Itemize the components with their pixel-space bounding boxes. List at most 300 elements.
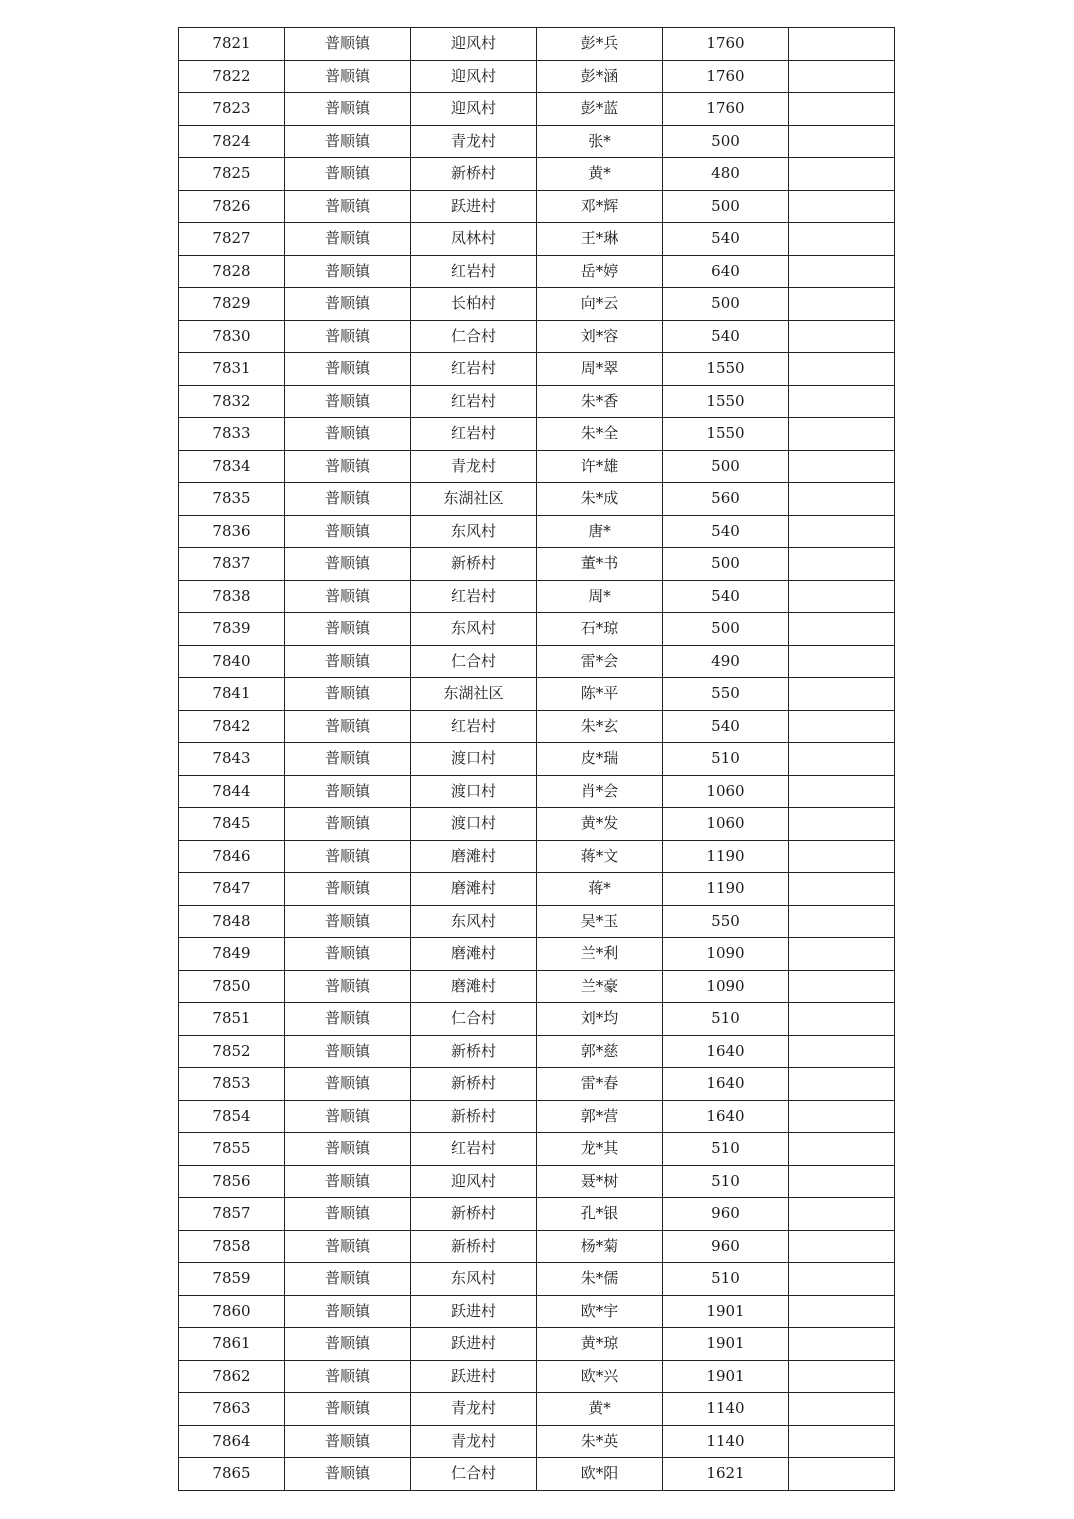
name-cell: 聂*树: [537, 1165, 663, 1198]
amount-cell: 500: [663, 125, 789, 158]
table-row: [179, 190, 895, 223]
village-cell: 跃进村: [411, 190, 537, 223]
remark-cell: [789, 1458, 895, 1491]
amount-cell: 1621: [663, 1458, 789, 1491]
amount-cell: 1550: [663, 385, 789, 418]
serial-number-cell: 7842: [179, 710, 285, 743]
village-cell: 仁合村: [411, 1003, 537, 1036]
amount-cell: 1090: [663, 938, 789, 971]
amount-cell: 1640: [663, 1068, 789, 1101]
town-cell: 普顺镇: [285, 580, 411, 613]
serial-number-cell: 7863: [179, 1393, 285, 1426]
town-cell: 普顺镇: [285, 418, 411, 451]
remark-cell: [789, 320, 895, 353]
amount-cell: 540: [663, 710, 789, 743]
village-cell: 新桥村: [411, 1100, 537, 1133]
town-cell: 普顺镇: [285, 190, 411, 223]
village-cell: 新桥村: [411, 1068, 537, 1101]
village-cell: 青龙村: [411, 1393, 537, 1426]
remark-cell: [789, 1068, 895, 1101]
name-cell: 陈*平: [537, 678, 663, 711]
serial-number-cell: 7833: [179, 418, 285, 451]
name-cell: 肖*会: [537, 775, 663, 808]
town-cell: 普顺镇: [285, 223, 411, 256]
town-cell: 普顺镇: [285, 645, 411, 678]
town-cell: 普顺镇: [285, 1425, 411, 1458]
name-cell: 周*: [537, 580, 663, 613]
name-cell: 向*云: [537, 288, 663, 321]
table-row: [179, 1263, 895, 1296]
amount-cell: 1550: [663, 418, 789, 451]
name-cell: 黄*: [537, 1393, 663, 1426]
remark-cell: [789, 1295, 895, 1328]
table-row: [179, 1425, 895, 1458]
name-cell: 王*琳: [537, 223, 663, 256]
town-cell: 普顺镇: [285, 743, 411, 776]
serial-number-cell: 7861: [179, 1328, 285, 1361]
village-cell: 迎风村: [411, 1165, 537, 1198]
name-cell: 吴*玉: [537, 905, 663, 938]
remark-cell: [789, 1425, 895, 1458]
serial-number-cell: 7824: [179, 125, 285, 158]
amount-cell: 510: [663, 1133, 789, 1166]
name-cell: 岳*婷: [537, 255, 663, 288]
village-cell: 东风村: [411, 613, 537, 646]
remark-cell: [789, 1133, 895, 1166]
serial-number-cell: 7827: [179, 223, 285, 256]
town-cell: 普顺镇: [285, 1360, 411, 1393]
amount-cell: 500: [663, 190, 789, 223]
amount-cell: 540: [663, 320, 789, 353]
serial-number-cell: 7848: [179, 905, 285, 938]
remark-cell: [789, 1360, 895, 1393]
serial-number-cell: 7865: [179, 1458, 285, 1491]
table-row: [179, 1165, 895, 1198]
town-cell: 普顺镇: [285, 1328, 411, 1361]
amount-cell: 960: [663, 1198, 789, 1231]
village-cell: 红岩村: [411, 418, 537, 451]
remark-cell: [789, 125, 895, 158]
table-row: [179, 353, 895, 386]
remark-cell: [789, 385, 895, 418]
amount-cell: 1640: [663, 1035, 789, 1068]
serial-number-cell: 7859: [179, 1263, 285, 1296]
serial-number-cell: 7852: [179, 1035, 285, 1068]
remark-cell: [789, 223, 895, 256]
amount-cell: 1140: [663, 1393, 789, 1426]
remark-cell: [789, 353, 895, 386]
serial-number-cell: 7834: [179, 450, 285, 483]
amount-cell: 1760: [663, 28, 789, 61]
table-row: [179, 450, 895, 483]
name-cell: 张*: [537, 125, 663, 158]
town-cell: 普顺镇: [285, 970, 411, 1003]
town-cell: 普顺镇: [285, 678, 411, 711]
town-cell: 普顺镇: [285, 515, 411, 548]
serial-number-cell: 7821: [179, 28, 285, 61]
name-cell: 彭*蓝: [537, 93, 663, 126]
amount-cell: 540: [663, 223, 789, 256]
village-cell: 新桥村: [411, 1198, 537, 1231]
remark-cell: [789, 1165, 895, 1198]
remark-cell: [789, 158, 895, 191]
name-cell: 朱*英: [537, 1425, 663, 1458]
name-cell: 黄*发: [537, 808, 663, 841]
name-cell: 欧*宇: [537, 1295, 663, 1328]
serial-number-cell: 7828: [179, 255, 285, 288]
town-cell: 普顺镇: [285, 905, 411, 938]
name-cell: 兰*豪: [537, 970, 663, 1003]
serial-number-cell: 7864: [179, 1425, 285, 1458]
amount-cell: 1901: [663, 1360, 789, 1393]
serial-number-cell: 7851: [179, 1003, 285, 1036]
village-cell: 东风村: [411, 905, 537, 938]
table-row: [179, 1360, 895, 1393]
remark-cell: [789, 873, 895, 906]
remark-cell: [789, 548, 895, 581]
amount-cell: 500: [663, 548, 789, 581]
village-cell: 红岩村: [411, 353, 537, 386]
remark-cell: [789, 1100, 895, 1133]
table-row: [179, 515, 895, 548]
table-row: [179, 1198, 895, 1231]
serial-number-cell: 7837: [179, 548, 285, 581]
serial-number-cell: 7843: [179, 743, 285, 776]
amount-cell: 510: [663, 1165, 789, 1198]
serial-number-cell: 7862: [179, 1360, 285, 1393]
remark-cell: [789, 1035, 895, 1068]
serial-number-cell: 7853: [179, 1068, 285, 1101]
name-cell: 刘*容: [537, 320, 663, 353]
village-cell: 磨滩村: [411, 970, 537, 1003]
town-cell: 普顺镇: [285, 158, 411, 191]
table-row: [179, 1100, 895, 1133]
name-cell: 许*雄: [537, 450, 663, 483]
serial-number-cell: 7826: [179, 190, 285, 223]
table-row: [179, 125, 895, 158]
remark-cell: [789, 1003, 895, 1036]
name-cell: 董*书: [537, 548, 663, 581]
records-table-body: [179, 28, 895, 1491]
village-cell: 青龙村: [411, 1425, 537, 1458]
amount-cell: 500: [663, 450, 789, 483]
name-cell: 朱*儒: [537, 1263, 663, 1296]
name-cell: 蒋*: [537, 873, 663, 906]
table-row: [179, 60, 895, 93]
serial-number-cell: 7855: [179, 1133, 285, 1166]
village-cell: 东湖社区: [411, 483, 537, 516]
town-cell: 普顺镇: [285, 1393, 411, 1426]
table-row: [179, 418, 895, 451]
village-cell: 新桥村: [411, 1035, 537, 1068]
town-cell: 普顺镇: [285, 288, 411, 321]
amount-cell: 1901: [663, 1328, 789, 1361]
town-cell: 普顺镇: [285, 1458, 411, 1491]
amount-cell: 1090: [663, 970, 789, 1003]
table-row: [179, 645, 895, 678]
amount-cell: 1060: [663, 808, 789, 841]
name-cell: 郭*营: [537, 1100, 663, 1133]
town-cell: 普顺镇: [285, 1003, 411, 1036]
town-cell: 普顺镇: [285, 93, 411, 126]
serial-number-cell: 7845: [179, 808, 285, 841]
town-cell: 普顺镇: [285, 255, 411, 288]
remark-cell: [789, 93, 895, 126]
remark-cell: [789, 938, 895, 971]
amount-cell: 1140: [663, 1425, 789, 1458]
remark-cell: [789, 190, 895, 223]
village-cell: 新桥村: [411, 548, 537, 581]
serial-number-cell: 7844: [179, 775, 285, 808]
table-row: [179, 678, 895, 711]
table-row: [179, 1133, 895, 1166]
village-cell: 仁合村: [411, 1458, 537, 1491]
name-cell: 黄*琼: [537, 1328, 663, 1361]
amount-cell: 1550: [663, 353, 789, 386]
table-row: [179, 1068, 895, 1101]
table-row: [179, 483, 895, 516]
table-row: [179, 1458, 895, 1491]
town-cell: 普顺镇: [285, 840, 411, 873]
name-cell: 彭*兵: [537, 28, 663, 61]
serial-number-cell: 7831: [179, 353, 285, 386]
serial-number-cell: 7856: [179, 1165, 285, 1198]
remark-cell: [789, 515, 895, 548]
table-row: [179, 775, 895, 808]
name-cell: 雷*春: [537, 1068, 663, 1101]
serial-number-cell: 7825: [179, 158, 285, 191]
name-cell: 邓*辉: [537, 190, 663, 223]
village-cell: 青龙村: [411, 125, 537, 158]
village-cell: 红岩村: [411, 580, 537, 613]
town-cell: 普顺镇: [285, 1133, 411, 1166]
village-cell: 跃进村: [411, 1328, 537, 1361]
table-row: [179, 808, 895, 841]
village-cell: 渡口村: [411, 775, 537, 808]
amount-cell: 510: [663, 1003, 789, 1036]
serial-number-cell: 7850: [179, 970, 285, 1003]
amount-cell: 1060: [663, 775, 789, 808]
amount-cell: 640: [663, 255, 789, 288]
village-cell: 新桥村: [411, 158, 537, 191]
table-row: [179, 873, 895, 906]
table-row: [179, 288, 895, 321]
table-row: [179, 938, 895, 971]
remark-cell: [789, 970, 895, 1003]
serial-number-cell: 7838: [179, 580, 285, 613]
amount-cell: 1760: [663, 93, 789, 126]
town-cell: 普顺镇: [285, 1165, 411, 1198]
town-cell: 普顺镇: [285, 1100, 411, 1133]
table-row: [179, 158, 895, 191]
serial-number-cell: 7830: [179, 320, 285, 353]
village-cell: 磨滩村: [411, 938, 537, 971]
table-row: [179, 580, 895, 613]
name-cell: 唐*: [537, 515, 663, 548]
remark-cell: [789, 808, 895, 841]
remark-cell: [789, 288, 895, 321]
name-cell: 欧*兴: [537, 1360, 663, 1393]
village-cell: 仁合村: [411, 645, 537, 678]
table-row: [179, 1295, 895, 1328]
amount-cell: 1190: [663, 840, 789, 873]
village-cell: 渡口村: [411, 743, 537, 776]
amount-cell: 500: [663, 613, 789, 646]
serial-number-cell: 7846: [179, 840, 285, 873]
name-cell: 孔*银: [537, 1198, 663, 1231]
amount-cell: 1190: [663, 873, 789, 906]
village-cell: 红岩村: [411, 710, 537, 743]
village-cell: 渡口村: [411, 808, 537, 841]
table-row: [179, 548, 895, 581]
town-cell: 普顺镇: [285, 1068, 411, 1101]
amount-cell: 510: [663, 743, 789, 776]
table-row: [179, 613, 895, 646]
village-cell: 东风村: [411, 1263, 537, 1296]
serial-number-cell: 7857: [179, 1198, 285, 1231]
amount-cell: 490: [663, 645, 789, 678]
village-cell: 迎风村: [411, 60, 537, 93]
remark-cell: [789, 645, 895, 678]
town-cell: 普顺镇: [285, 60, 411, 93]
town-cell: 普顺镇: [285, 808, 411, 841]
table-row: [179, 255, 895, 288]
serial-number-cell: 7854: [179, 1100, 285, 1133]
serial-number-cell: 7839: [179, 613, 285, 646]
remark-cell: [789, 743, 895, 776]
serial-number-cell: 7849: [179, 938, 285, 971]
serial-number-cell: 7840: [179, 645, 285, 678]
amount-cell: 550: [663, 678, 789, 711]
town-cell: 普顺镇: [285, 1035, 411, 1068]
village-cell: 磨滩村: [411, 840, 537, 873]
serial-number-cell: 7822: [179, 60, 285, 93]
amount-cell: 480: [663, 158, 789, 191]
town-cell: 普顺镇: [285, 1198, 411, 1231]
serial-number-cell: 7835: [179, 483, 285, 516]
remark-cell: [789, 613, 895, 646]
table-row: [179, 1230, 895, 1263]
village-cell: 红岩村: [411, 255, 537, 288]
remark-cell: [789, 450, 895, 483]
remark-cell: [789, 28, 895, 61]
records-table: [178, 27, 895, 1491]
town-cell: 普顺镇: [285, 28, 411, 61]
town-cell: 普顺镇: [285, 320, 411, 353]
amount-cell: 540: [663, 515, 789, 548]
town-cell: 普顺镇: [285, 873, 411, 906]
village-cell: 仁合村: [411, 320, 537, 353]
serial-number-cell: 7858: [179, 1230, 285, 1263]
town-cell: 普顺镇: [285, 450, 411, 483]
serial-number-cell: 7836: [179, 515, 285, 548]
amount-cell: 960: [663, 1230, 789, 1263]
name-cell: 朱*玄: [537, 710, 663, 743]
town-cell: 普顺镇: [285, 353, 411, 386]
village-cell: 东湖社区: [411, 678, 537, 711]
town-cell: 普顺镇: [285, 548, 411, 581]
town-cell: 普顺镇: [285, 1230, 411, 1263]
table-row: [179, 970, 895, 1003]
table-row: [179, 840, 895, 873]
remark-cell: [789, 1328, 895, 1361]
remark-cell: [789, 905, 895, 938]
town-cell: 普顺镇: [285, 385, 411, 418]
amount-cell: 500: [663, 288, 789, 321]
name-cell: 雷*会: [537, 645, 663, 678]
amount-cell: 1901: [663, 1295, 789, 1328]
amount-cell: 1760: [663, 60, 789, 93]
table-row: [179, 1003, 895, 1036]
name-cell: 龙*其: [537, 1133, 663, 1166]
town-cell: 普顺镇: [285, 775, 411, 808]
remark-cell: [789, 1198, 895, 1231]
village-cell: 长柏村: [411, 288, 537, 321]
town-cell: 普顺镇: [285, 483, 411, 516]
village-cell: 迎风村: [411, 28, 537, 61]
name-cell: 蒋*文: [537, 840, 663, 873]
village-cell: 青龙村: [411, 450, 537, 483]
table-row: [179, 320, 895, 353]
serial-number-cell: 7860: [179, 1295, 285, 1328]
name-cell: 朱*香: [537, 385, 663, 418]
remark-cell: [789, 418, 895, 451]
amount-cell: 550: [663, 905, 789, 938]
village-cell: 磨滩村: [411, 873, 537, 906]
table-row: [179, 223, 895, 256]
remark-cell: [789, 580, 895, 613]
village-cell: 红岩村: [411, 385, 537, 418]
serial-number-cell: 7829: [179, 288, 285, 321]
town-cell: 普顺镇: [285, 710, 411, 743]
serial-number-cell: 7841: [179, 678, 285, 711]
table-row: [179, 93, 895, 126]
table-row: [179, 710, 895, 743]
village-cell: 迎风村: [411, 93, 537, 126]
town-cell: 普顺镇: [285, 1263, 411, 1296]
name-cell: 周*翠: [537, 353, 663, 386]
name-cell: 杨*菊: [537, 1230, 663, 1263]
village-cell: 凤林村: [411, 223, 537, 256]
name-cell: 兰*利: [537, 938, 663, 971]
remark-cell: [789, 1230, 895, 1263]
amount-cell: 510: [663, 1263, 789, 1296]
table-row: [179, 28, 895, 61]
name-cell: 刘*均: [537, 1003, 663, 1036]
name-cell: 黄*: [537, 158, 663, 191]
village-cell: 跃进村: [411, 1295, 537, 1328]
village-cell: 跃进村: [411, 1360, 537, 1393]
town-cell: 普顺镇: [285, 1295, 411, 1328]
remark-cell: [789, 483, 895, 516]
serial-number-cell: 7832: [179, 385, 285, 418]
amount-cell: 1640: [663, 1100, 789, 1133]
table-row: [179, 905, 895, 938]
serial-number-cell: 7823: [179, 93, 285, 126]
table-row: [179, 1393, 895, 1426]
table-row: [179, 385, 895, 418]
remark-cell: [789, 678, 895, 711]
name-cell: 石*琼: [537, 613, 663, 646]
amount-cell: 540: [663, 580, 789, 613]
table-row: [179, 1328, 895, 1361]
table-row: [179, 1035, 895, 1068]
remark-cell: [789, 255, 895, 288]
name-cell: 皮*瑞: [537, 743, 663, 776]
village-cell: 新桥村: [411, 1230, 537, 1263]
remark-cell: [789, 775, 895, 808]
name-cell: 朱*全: [537, 418, 663, 451]
